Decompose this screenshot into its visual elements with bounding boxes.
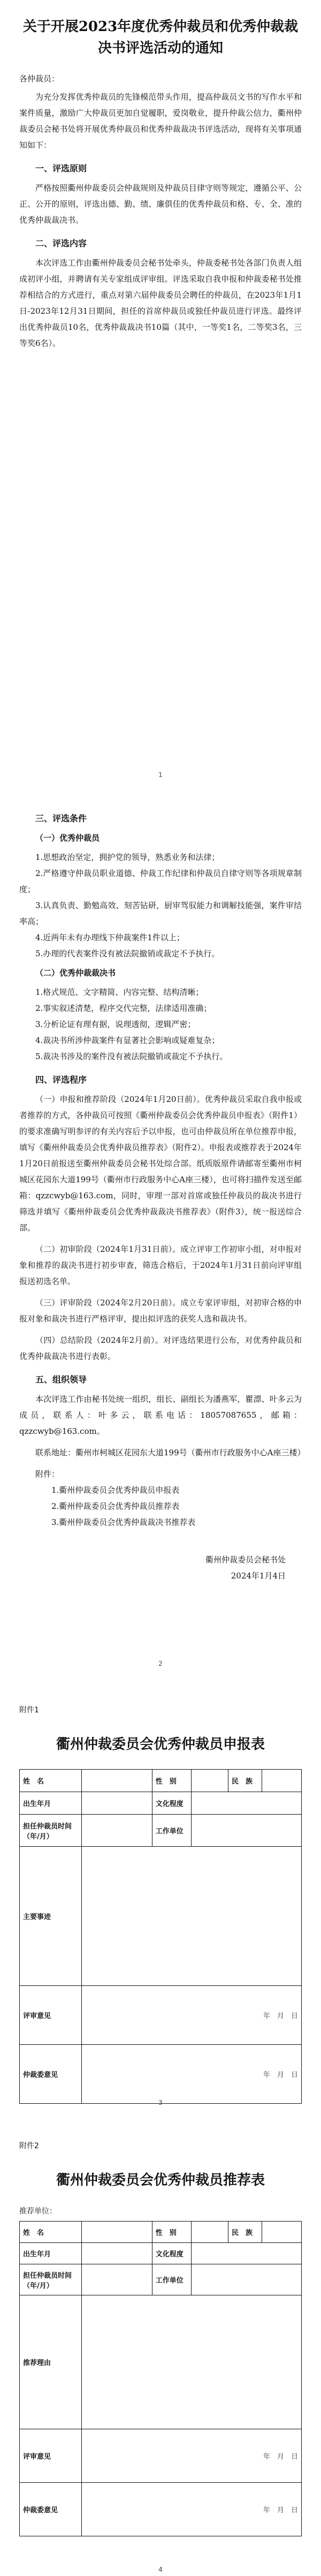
ethnicity-field[interactable] (262, 1770, 302, 1792)
condition-item: 2.严格遵守仲裁员职业道德、仲裁工作纪律和仲裁员自律守则等各项规章制度； (19, 868, 302, 894)
label-name: 姓 名 (20, 2222, 82, 2243)
condition-item: 5.办理的代表案件没有被法院撤销或裁定不予执行。 (35, 949, 220, 958)
subheading-excellent-arbitrator: （一）优秀仲裁员 (35, 833, 100, 843)
label-gender: 性 别 (152, 2222, 192, 2243)
label-birth: 出生年月 (20, 1792, 82, 1815)
intro-paragraph: 为充分发挥优秀仲裁员的先锋模范带头作用，提高仲裁员文书的写作水平和案件质量，激励广大仲裁员更加自觉履职，爱岗敬业，提升仲裁公信力，衢州仲裁委员会秘书处将开展优秀仲裁员和优秀仲裁裁决书评选活动，现将有关事项通知如下： (19, 92, 302, 150)
deeds-field[interactable] (81, 1847, 301, 1986)
section-heading-conditions: 三、评选条件 (35, 813, 87, 824)
document-title: 关于开展2023年度优秀仲裁员和优秀仲裁裁决书评选活动的通知 (22, 19, 299, 56)
label-unit: 工作单位 (152, 1815, 192, 1847)
procedure-paragraph: （三）评审阶段（2024年2月20日前）。成立专家评审组，对初审合格的申报对象和裁决书进行严格评审，提出拟评选的获奖人选和裁决书。 (19, 1298, 302, 1324)
attachment-item: 1.衢州仲裁委员会优秀仲裁员申报表 (51, 1485, 180, 1495)
arbitration-date: 年 月 日 (81, 2483, 301, 2536)
page-1 (0, 0, 321, 798)
procedure-paragraph: （一）申报和推荐阶段（2024年1月20日前）。优秀仲裁员采取自我申报或者推荐的方式，各仲裁员可按照《衢州仲裁委员会优秀仲裁员申报表》（附件1）的要求准确写明参评的有关内容后予以申报，也可由仲裁员所在单位推荐申报，填写《衢州仲裁委员会优秀仲裁员推荐表》（附件2）。申报表或推荐表于2024年1月20日前报送至衢州仲裁委员会秘书处综合部。纸质版原件请邮寄至衢州市柯城区花园东大道199号（衢州市行政服务中心A座三楼），也可将扫描件发送至邮箱：qzzcwyb@163.com，同时，审理一部对首席或独任仲裁员的裁决书进行筛选并填写《衢州仲裁委员会优秀仲裁裁决书推荐表》（附件3），统一报送综合部。 (19, 1094, 302, 1233)
label-ethnicity: 民 族 (228, 1770, 262, 1792)
unit-field[interactable] (192, 1815, 302, 1847)
principles-paragraph: 严格按照衢州仲裁委员会仲裁规则及仲裁员目律守则等规定，遵循公平、公正、公开的原则，评选出德、勤、绩、廉俱佳的优秀仲裁员和格、专、全、准的优秀仲裁裁决书。 (19, 183, 302, 225)
label-name: 姓 名 (20, 1770, 82, 1792)
education-field[interactable] (192, 1792, 302, 1815)
form-title: 衢州仲裁委员会优秀仲裁员申报表 (56, 1736, 265, 1752)
label-ethnicity: 民 族 (228, 2222, 262, 2243)
page-number: 1 (158, 771, 163, 779)
gender-field[interactable] (192, 2222, 228, 2243)
label-education: 文化程度 (152, 2243, 192, 2264)
ethnicity-field[interactable] (262, 2222, 302, 2243)
recommendation-form-table (19, 2221, 302, 2536)
attachment-item: 2.衢州仲裁委员会优秀仲裁员推荐表 (51, 1501, 180, 1511)
signature-date: 2024年1月4日 (231, 1571, 286, 1581)
label-term: 担任仲裁员时间（年/月） (20, 1815, 82, 1847)
section-heading-content: 二、评选内容 (35, 238, 87, 248)
education-field[interactable] (192, 2243, 302, 2264)
page-4 (0, 2126, 321, 2576)
attachment-number: 附件2 (19, 2142, 39, 2150)
condition-item: 1.格式规范、文字精简、内容完整、结构清晰； (35, 987, 204, 997)
term-field[interactable] (81, 2264, 152, 2295)
section-heading-organization: 五、组织领导 (35, 1374, 87, 1385)
page-3 (0, 1681, 321, 2126)
procedure-paragraph: （二）初审阶段（2024年1月31日前）。成立评审工作初审小组，对申报对象和推荐的裁决书进行初步审查，筛选合格后，于2024年1月31日前向评审组报送初选名单。 (19, 1244, 302, 1286)
name-field[interactable] (81, 1770, 152, 1792)
subheading-excellent-award: （二）优秀仲裁裁决书 (35, 968, 116, 978)
page-number: 2 (158, 1660, 163, 1667)
page-2 (0, 798, 321, 1681)
attachment-number: 附件1 (19, 1706, 39, 1714)
label-birth: 出生年月 (20, 2243, 82, 2264)
address-paragraph: 联系地址：衢州市柯城区花园东大道199号（衢州市行政服务中心A座三楼） (35, 1448, 305, 1457)
birth-field[interactable] (81, 2243, 152, 2264)
unit-field[interactable] (192, 2264, 302, 2295)
gender-field[interactable] (192, 1770, 228, 1792)
label-arbitration-opinion: 仲裁委意见 (20, 2483, 82, 2536)
condition-item: 1.思想政治坚定，拥护党的领导，熟悉业务和法律； (35, 852, 220, 862)
condition-item: 2.事实叙述清楚，程序交代完整，法律适用准确； (35, 1003, 212, 1013)
condition-item: 3.分析论证有理有据，说理透彻，逻辑严密； (35, 1019, 196, 1029)
attachment-item: 3.衢州仲裁委员会优秀仲裁裁决书推荐表 (51, 1517, 196, 1527)
section-heading-procedure: 四、评选程序 (35, 1075, 87, 1085)
procedure-paragraph: （四）总结阶段（2024年2月前）。对评选结果进行公布，对优秀仲裁员和优秀仲裁裁决书进行表彰。 (19, 1335, 302, 1361)
recommender-label: 推荐单位： (19, 2207, 57, 2216)
name-field[interactable] (81, 2222, 152, 2243)
salutation: 各仲裁员： (19, 74, 60, 84)
label-arbitration-opinion: 仲裁委意见 (20, 2045, 82, 2104)
signature-organization: 衢州仲裁委员会秘书处 (205, 1555, 286, 1565)
condition-item: 3.认真负责、勤勉高效、刻苦钻研，厨审驾驭能力和调解技能强，案件审结率高； (19, 901, 302, 926)
label-review: 评审意见 (20, 1986, 82, 2045)
reason-field[interactable] (81, 2295, 301, 2429)
label-review: 评审意见 (20, 2429, 82, 2483)
application-form-table (19, 1769, 302, 2104)
section-heading-principles: 一、评选原则 (35, 163, 87, 173)
condition-item: 4.近两年未有办理线下仲裁案件1件以上； (35, 933, 185, 942)
content-paragraph: 本次评选工作由衢州仲裁委员会秘书处牵头，仲裁委秘书处各部门负责人组成初评小组，并聘请有关专家组成评审组。评选采取自我申报和仲裁委秘书处推荐相结合的方式进行，重点对第六届仲裁委员会聘任的仲裁员，在2023年1月1日-2023年12月31日期间，担任的首席仲裁员或独任仲裁员进行评选。最终评出优秀仲裁员10名，优秀仲裁裁决书10篇（其中，一等奖1名，二等奖3名，三等奖6名）。 (19, 258, 302, 348)
label-unit: 工作单位 (152, 2264, 192, 2295)
review-date: 年 月 日 (81, 1986, 301, 2045)
form-title: 衢州仲裁委员会优秀仲裁员推荐表 (56, 2172, 265, 2188)
condition-item: 5.裁决书涉及的案件没有被法院撤销或裁定不予执行。 (35, 1052, 228, 1061)
review-date: 年 月 日 (81, 2429, 301, 2483)
birth-field[interactable] (81, 1792, 152, 1815)
label-education: 文化程度 (152, 1792, 192, 1815)
condition-item: 4.裁决书所涉仲裁案件有显著社会影响或疑难复杂； (35, 1036, 220, 1045)
term-field[interactable] (81, 1815, 152, 1847)
label-reason: 推荐理由 (20, 2295, 82, 2429)
organization-paragraph: 本次评选工作由秘书处统一组织，组长、副组长为潘燕军，瞿漂、叶多云为成员，联系人：叶多云，联系电话：18057087655，邮箱：qzzcwyb@163.com。 (19, 1394, 302, 1436)
arbitration-date: 年 月 日 (81, 2045, 301, 2104)
label-deeds: 主要事迹 (20, 1847, 82, 1986)
attachments-label: 附件： (35, 1469, 60, 1479)
label-gender: 性 别 (152, 1770, 192, 1792)
label-term: 担任仲裁员时间（年/月） (20, 2264, 82, 2295)
page-number: 3 (158, 2099, 163, 2106)
page-number: 4 (158, 2566, 163, 2573)
